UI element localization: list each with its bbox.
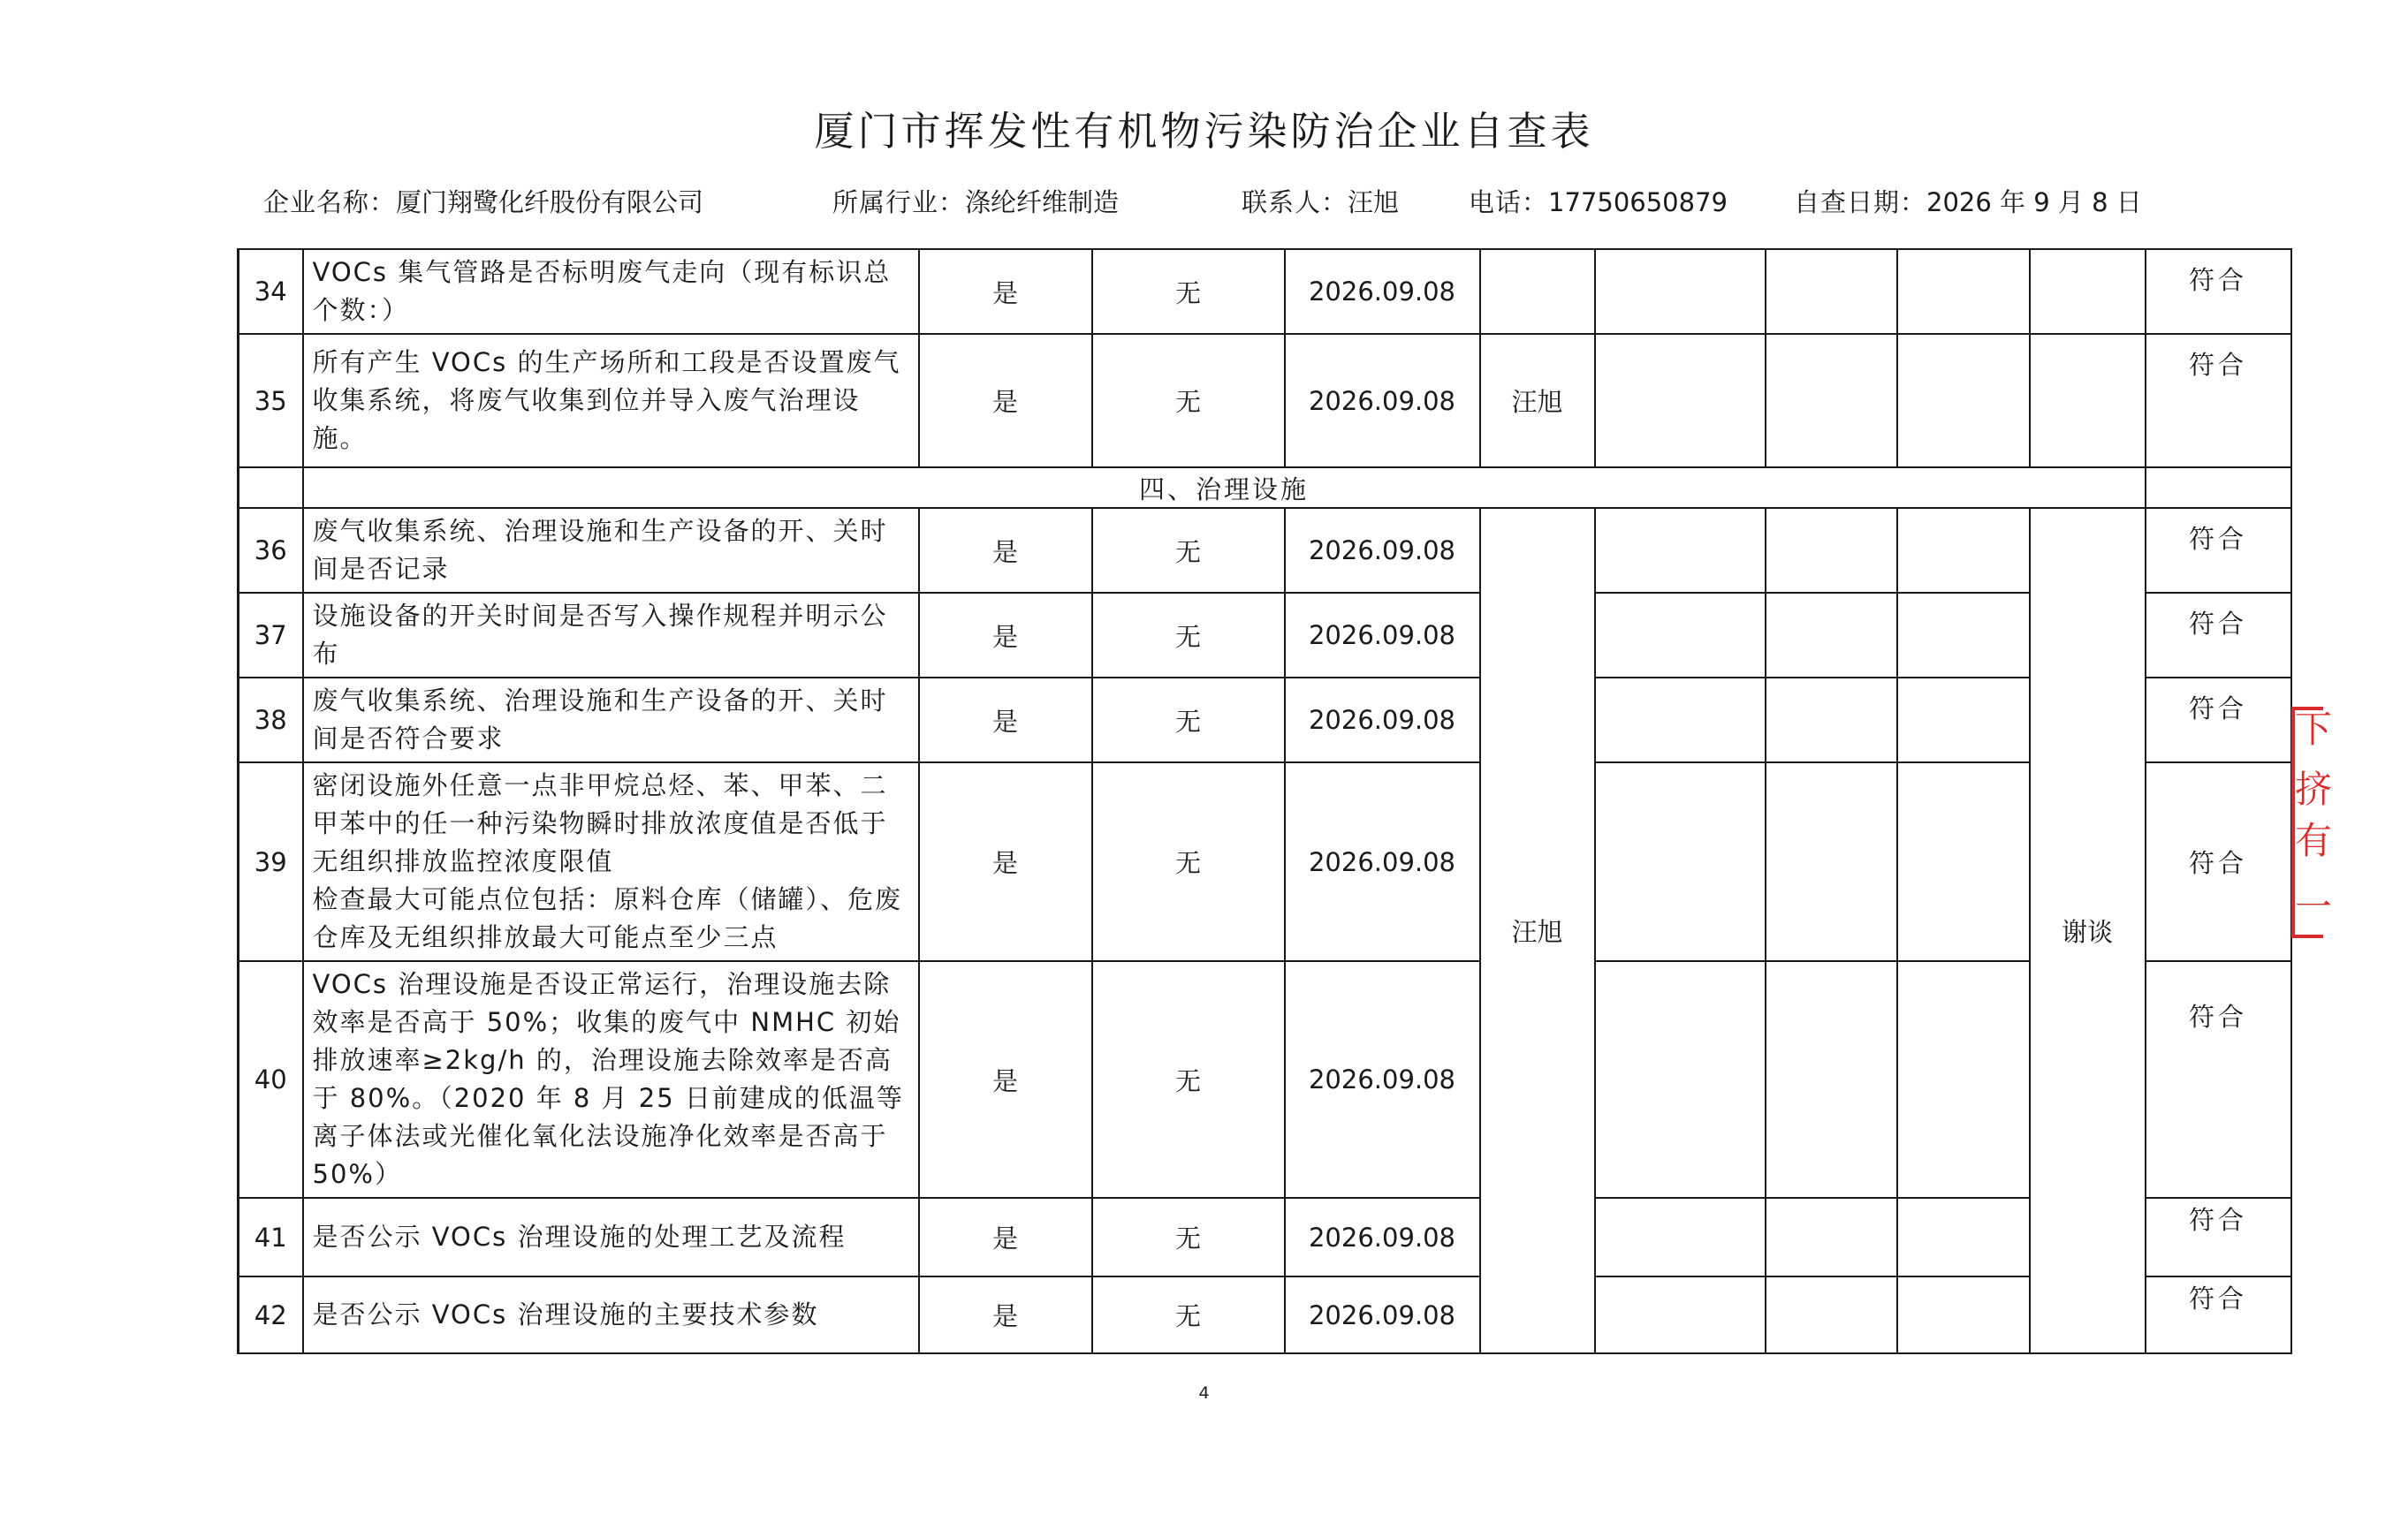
empty-cell [2030, 334, 2146, 467]
answer-cell: 是 [919, 593, 1092, 678]
table-row [239, 762, 2291, 961]
empty-cell [1897, 593, 2030, 678]
empty-cell [1766, 678, 1897, 762]
company-info [263, 183, 703, 219]
date-cell: 2026.09.08 [1285, 1276, 1480, 1353]
person-cell: 汪旭 [1480, 334, 1595, 467]
date-cell: 2026.09.08 [1285, 961, 1480, 1198]
seal-char: 一 [2295, 885, 2333, 928]
empty-cell [1595, 249, 1766, 334]
red-seal-stamp [2283, 707, 2333, 938]
contact-label: 联系人： [1242, 187, 1348, 217]
issue-cell: 无 [1092, 678, 1285, 762]
section-title: 四、治理设施 [303, 467, 2146, 508]
empty-cell [1897, 961, 2030, 1198]
section-row [239, 467, 2291, 508]
check-item: 是否公示 VOCs 治理设施的主要技术参数 [303, 1276, 919, 1353]
empty-cell [239, 467, 303, 508]
page-title: 厦门市挥发性有机物污染防治企业自查表 [814, 108, 1594, 155]
result-cell: 符合 [2146, 961, 2291, 1198]
row-number: 40 [239, 961, 303, 1198]
date-cell: 2026.09.08 [1285, 593, 1480, 678]
empty-cell [1595, 593, 1766, 678]
company-label: 企业名称： [263, 187, 397, 217]
table-row [239, 593, 2291, 678]
table-row [239, 678, 2291, 762]
row-number: 37 [239, 593, 303, 678]
row-number: 41 [239, 1198, 303, 1276]
empty-cell [1897, 508, 2030, 593]
table-row [239, 249, 2291, 334]
result-cell: 符合 [2146, 334, 2291, 467]
contact-value: 汪旭 [1348, 187, 1400, 217]
issue-cell: 无 [1092, 1276, 1285, 1353]
answer-cell: 是 [919, 1198, 1092, 1276]
check-item: 废气收集系统、治理设施和生产设备的开、关时间是否符合要求 [303, 678, 919, 762]
empty-cell [1595, 1198, 1766, 1276]
empty-cell [1766, 762, 1897, 961]
result-cell: 符合 [2146, 593, 2291, 678]
seal-char: 挤 [2295, 768, 2333, 811]
date-cell: 2026.09.08 [1285, 334, 1480, 467]
empty-cell [1897, 1198, 2030, 1276]
date-cell: 2026.09.08 [1285, 1198, 1480, 1276]
date-cell: 2026.09.08 [1285, 508, 1480, 593]
row-number: 42 [239, 1276, 303, 1353]
result-cell: 符合 [2146, 249, 2291, 334]
issue-cell: 无 [1092, 961, 1285, 1198]
contact-info [1242, 183, 1399, 219]
date-info [1794, 183, 2142, 219]
empty-cell [1595, 762, 1766, 961]
empty-cell [1897, 1276, 2030, 1353]
check-item: VOCs 集气管路是否标明废气走向（现有标识总个数：） [303, 249, 919, 334]
answer-cell: 是 [919, 1276, 1092, 1353]
row-number: 38 [239, 678, 303, 762]
empty-cell [1766, 249, 1897, 334]
result-cell: 符合 [2146, 762, 2291, 961]
table-row [239, 1198, 2291, 1276]
empty-cell [1595, 961, 1766, 1198]
empty-cell [1897, 762, 2030, 961]
issue-cell: 无 [1092, 593, 1285, 678]
issue-cell: 无 [1092, 249, 1285, 334]
industry-info [832, 183, 1119, 219]
empty-cell [1766, 961, 1897, 1198]
issue-cell: 无 [1092, 1198, 1285, 1276]
inspection-table [237, 248, 2292, 1354]
check-item: VOCs 治理设施是否设正常运行，治理设施去除效率是否高于 50%；收集的废气中 NMHC 初始排放速率≥2kg/h 的，治理设施去除效率是否高于 80%。（2020 年 8 月 25 日前建成的低温等离子体法或光催化氧化法设施净化效率是否高于 50%） [303, 961, 919, 1198]
check-item: 设施设备的开关时间是否写入操作规程并明示公布 [303, 593, 919, 678]
row-number: 36 [239, 508, 303, 593]
phone-label: 电话： [1469, 187, 1549, 217]
answer-cell: 是 [919, 762, 1092, 961]
company-name: 厦门翔鹭化纤股份有限公司 [396, 187, 704, 217]
row-number: 35 [239, 334, 303, 467]
answer-cell: 是 [919, 508, 1092, 593]
empty-cell [1595, 1276, 1766, 1353]
person-merged-cell: 汪旭 [1480, 508, 1595, 1353]
empty-cell [2146, 467, 2291, 508]
page-number: 4 [1198, 1383, 1210, 1403]
empty-cell [1766, 1198, 1897, 1276]
phone-info [1469, 183, 1728, 219]
issue-cell: 无 [1092, 762, 1285, 961]
empty-cell [1897, 678, 2030, 762]
row-number: 34 [239, 249, 303, 334]
issue-cell: 无 [1092, 508, 1285, 593]
empty-cell [1766, 334, 1897, 467]
date-cell: 2026.09.08 [1285, 249, 1480, 334]
table-row [239, 334, 2291, 467]
empty-cell [1595, 678, 1766, 762]
table-row [239, 508, 2291, 593]
empty-cell [2030, 249, 2146, 334]
result-cell: 符合 [2146, 1276, 2291, 1353]
phone-value: 17750650879 [1548, 187, 1728, 217]
answer-cell: 是 [919, 678, 1092, 762]
check-item: 是否公示 VOCs 治理设施的处理工艺及流程 [303, 1198, 919, 1276]
empty-cell [1766, 1276, 1897, 1353]
date-cell: 2026.09.08 [1285, 678, 1480, 762]
issue-cell: 无 [1092, 334, 1285, 467]
result-cell: 符合 [2146, 678, 2291, 762]
seal-char: 下 [2295, 708, 2333, 751]
date-value: 2026 年 9 月 8 日 [1926, 187, 2142, 217]
date-label: 自查日期： [1794, 187, 1927, 217]
row-number: 39 [239, 762, 303, 961]
industry-label: 所属行业： [832, 187, 966, 217]
answer-cell: 是 [919, 961, 1092, 1198]
empty-cell [1766, 593, 1897, 678]
empty-cell [1595, 334, 1766, 467]
answer-cell: 是 [919, 249, 1092, 334]
check-item: 所有产生 VOCs 的生产场所和工段是否设置废气收集系统，将废气收集到位并导入废气治理设施。 [303, 334, 919, 467]
table-row [239, 961, 2291, 1198]
table-row [239, 1276, 2291, 1353]
check-item: 废气收集系统、治理设施和生产设备的开、关时间是否记录 [303, 508, 919, 593]
empty-cell [1766, 508, 1897, 593]
empty-cell [1897, 249, 2030, 334]
empty-cell [1897, 334, 2030, 467]
method-merged-cell: 谢谈 [2030, 508, 2146, 1353]
person-cell [1480, 249, 1595, 334]
answer-cell: 是 [919, 334, 1092, 467]
seal-char: 有 [2295, 819, 2333, 862]
result-cell: 符合 [2146, 1198, 2291, 1276]
check-item: 密闭设施外任意一点非甲烷总烃、苯、甲苯、二甲苯中的任一种污染物瞬时排放浓度值是否低于无组织排放监控浓度限值 检查最大可能点位包括：原料仓库（储罐）、危废仓库及无组织排放最大可能点至少三点 [303, 762, 919, 961]
result-cell: 符合 [2146, 508, 2291, 593]
date-cell: 2026.09.08 [1285, 762, 1480, 961]
empty-cell [1595, 508, 1766, 593]
industry-value: 涤纶纤维制造 [965, 187, 1120, 217]
